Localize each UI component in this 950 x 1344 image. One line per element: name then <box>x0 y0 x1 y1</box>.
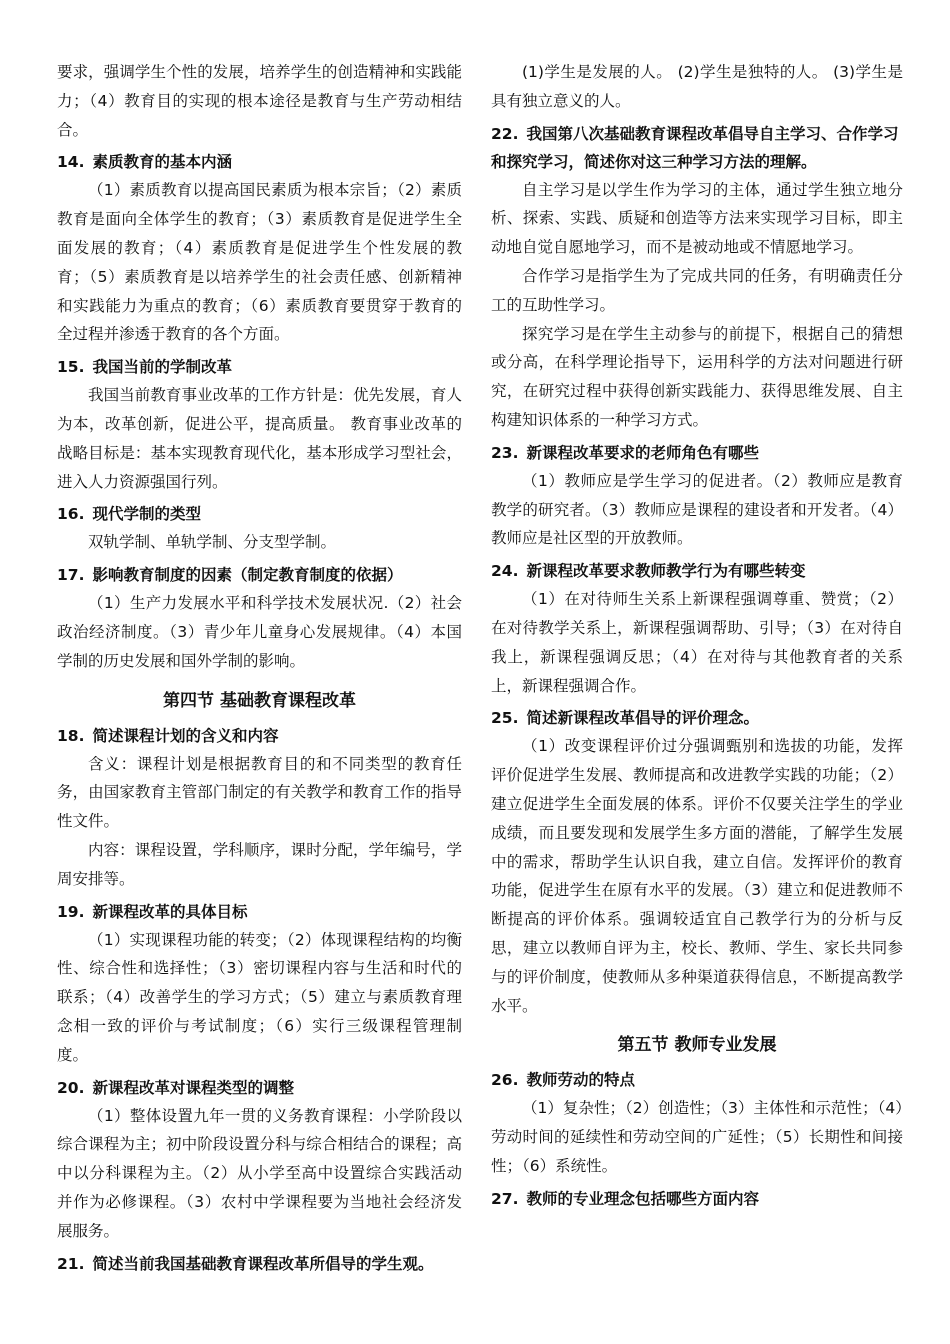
left-column <box>57 58 462 1278</box>
question-title: 教师劳动的特点 <box>526 1071 635 1090</box>
question-24-heading <box>491 557 903 585</box>
question-23-answer: （1）教师应是学生学习的促进者。（2）教师应是教育教学的研究者。（3）教师应是课程的建设者和开发者。（4）教师应是社区型的开放教师。 <box>491 471 903 548</box>
question-18-heading <box>57 722 462 750</box>
question-number: 17. <box>57 566 85 585</box>
question-number: 18. <box>57 726 85 745</box>
question-23-heading <box>491 439 903 467</box>
question-25-answer: （1）改变课程评价过分强调甄别和选拔的功能，发挥评价促进学生发展、教师提高和改进教学实践的功能；（2）建立促进学生全面发展的体系。评价不仅要关注学生的学业成绩，而且要发现和发展学生多方面的潜能，了解学生发展中的需求，帮助学生认识自我，建立自信。发挥评价的教育功能，促进学生在原有水平的发展。（3）建立和促进教师不断提高的评价体系。强调较适宜自己教学行为的分析与反思，建立以教师自评为主，校长、教师、学生、家长共同参与的评价制度，使教师从多种渠道获得信息，不断提高教学水平。 <box>491 737 903 1015</box>
section-5-heading: 第五节 教师专业发展 <box>617 1035 777 1056</box>
question-27-heading <box>491 1185 903 1213</box>
question-14-answer: （1）素质教育以提高国民素质为根本宗旨；（2）素质教育是面向全体学生的教育；（3）素质教育是促进学生全面发展的教育；（4）素质教育是促进学生个性发展的教育；（5）素质教育是以培养学生的社会责任感、创新精神和实践能力为重点的教育；（6）素质教育要贯穿于教育的全过程并渗透于教育的各个方面。 <box>57 181 462 344</box>
question-title: 简述新课程改革倡导的评价理念。 <box>526 709 759 728</box>
question-title: 我国当前的学制改革 <box>92 358 232 377</box>
section-4-heading: 第四节 基础教育课程改革 <box>163 690 356 711</box>
question-15-heading <box>57 353 462 381</box>
question-22-answer-cooperative: 合作学习是指学生为了完成共同的任务，有明确责任分工的互助性学习。 <box>491 266 903 314</box>
question-25-heading <box>491 704 903 732</box>
question-22-heading <box>491 120 903 176</box>
question-19-heading <box>57 898 462 926</box>
question-title: 新课程改革对课程类型的调整 <box>92 1078 294 1097</box>
question-number: 22. <box>491 124 519 143</box>
question-22-answer-autonomous: 自主学习是以学生作为学习的主体，通过学生独立地分析、探索、实践、质疑和创造等方法来实现学习目标，即主动地自觉自愿地学习，而不是被动地或不情愿地学习。 <box>491 180 903 257</box>
question-number: 21. <box>57 1254 85 1273</box>
question-17-heading <box>57 561 462 589</box>
question-19-answer: （1）实现课程功能的转变；（2）体现课程结构的均衡性、综合性和选择性；（3）密切课程内容与生活和时代的联系；（4）改善学生的学习方式；（5）建立与素质教育理念相一致的评价与考试制度；（6）实行三级课程管理制度。 <box>57 930 462 1064</box>
intro-paragraph: 要求，强调学生个性的发展，培养学生的创造精神和实践能力；（4）教育目的实现的根本途径是教育与生产劳动相结合。 <box>57 63 462 139</box>
question-number: 20. <box>57 1078 85 1097</box>
question-number: 19. <box>57 902 85 921</box>
question-15-answer: 我国当前教育事业改革的工作方针是：优先发展，育人为本，改革创新，促进公平，提高质量。 教育事业改革的战略目标是：基本实现教育现代化，基本形成学习型社会，进入人力资源强国行列。 <box>57 386 462 491</box>
question-number: 24. <box>491 562 519 581</box>
question-title: 素质教育的基本内涵 <box>92 153 232 172</box>
question-20-answer: （1）整体设置九年一贯的义务教育课程：小学阶段以综合课程为主；初中阶段设置分科与综合相结合的课程；高中以分科课程为主。（2）从小学至高中设置综合实践活动并作为必修课程。（3）农村中学课程要为当地社会经济发展服务。 <box>57 1106 462 1240</box>
question-number: 26. <box>491 1071 519 1090</box>
question-14-heading <box>57 148 462 176</box>
question-title: 新课程改革要求教师教学行为有哪些转变 <box>526 562 806 581</box>
question-title: 新课程改革的具体目标 <box>92 902 248 921</box>
question-16-heading <box>57 500 462 528</box>
question-title: 教师的专业理念包括哪些方面内容 <box>526 1189 759 1208</box>
question-24-answer: （1）在对待师生关系上新课程强调尊重、赞赏；（2）在对待教学关系上，新课程强调帮助、引导；（3）在对待自我上，新课程强调反思；（4）在对待与其他教育者的关系上，新课程强调合作。 <box>491 590 903 695</box>
right-column <box>491 58 903 1213</box>
question-20-heading <box>57 1074 462 1102</box>
question-26-heading <box>491 1066 903 1094</box>
question-title: 新课程改革要求的老师角色有哪些 <box>526 443 759 462</box>
question-title: 简述课程计划的含义和内容 <box>92 726 279 745</box>
question-number: 23. <box>491 443 519 462</box>
question-number: 27. <box>491 1189 519 1208</box>
question-title: 影响教育制度的因素（制定教育制度的依据） <box>92 566 403 585</box>
question-title: 我国第八次基础教育课程改革倡导自主学习、合作学习和探究学习，简述你对这三种学习方法的理解。 <box>491 124 899 171</box>
question-18-answer-content: 内容：课程设置，学科顺序，课时分配，学年编号，学周安排等。 <box>57 840 462 888</box>
question-number: 14. <box>57 153 85 172</box>
question-21-answer: (1)学生是发展的人。 (2)学生是独特的人。 (3)学生是具有独立意义的人。 <box>491 63 903 110</box>
question-22-answer-inquiry: 探究学习是在学生主动参与的前提下，根据自己的猜想或分高，在科学理论指导下，运用科学的方法对问题进行研究，在研究过程中获得创新实践能力、获得思维发展、自主构建知识体系的一种学习方式。 <box>491 324 903 429</box>
question-number: 25. <box>491 709 519 728</box>
question-title: 简述当前我国基础教育课程改革所倡导的学生观。 <box>92 1254 434 1273</box>
question-title: 现代学制的类型 <box>92 505 201 524</box>
question-number: 16. <box>57 505 85 524</box>
question-number: 15. <box>57 358 85 377</box>
question-18-answer-meaning: 含义：课程计划是根据教育目的和不同类型的教育任务，由国家教育主管部门制定的有关教学和教育工作的指导性文件。 <box>57 754 462 831</box>
question-21-heading <box>57 1250 462 1278</box>
question-16-answer: 双轨学制、单轨学制、分支型学制。 <box>88 533 337 552</box>
question-26-answer: （1）复杂性；（2）创造性；（3）主体性和示范性；（4）劳动时间的延续性和劳动空间的广延性；（5）长期性和间接性；（6）系统性。 <box>491 1099 903 1175</box>
question-17-answer: （1）生产力发展水平和科学技术发展状况.（2）社会政治经济制度。（3）青少年儿童身心发展规律。（4）本国学制的历史发展和国外学制的影响。 <box>57 594 462 670</box>
